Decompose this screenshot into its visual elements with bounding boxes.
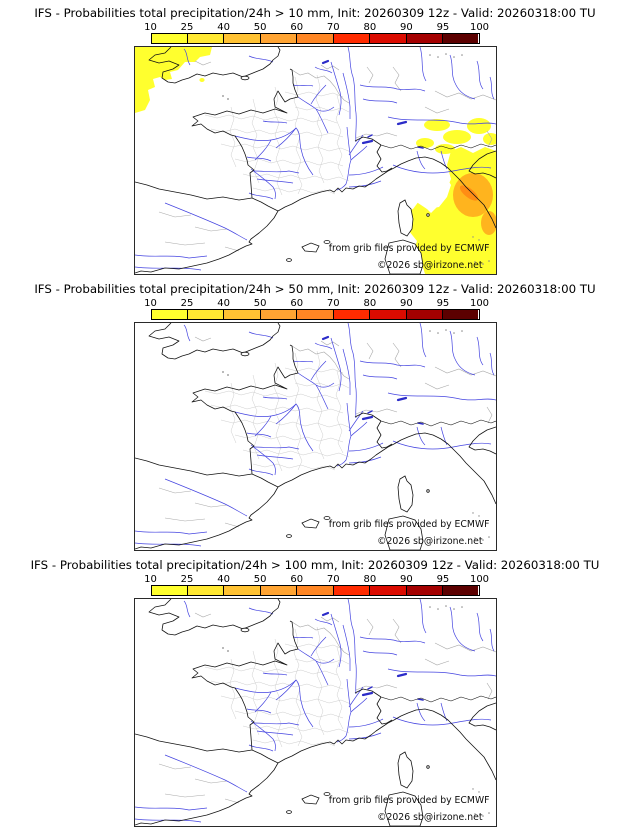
colorbar-tick-label: 80 [363,22,377,33]
page-title: IFS - Probabilities total precipitation/24h > 100 mm, Init: 20260309 12z - Valid: 20260318:00 TU [30,558,600,572]
colorbar-tick-label: 10 [144,574,157,585]
colorbar-cell [442,586,478,595]
france-precipitation-map [135,599,496,826]
colorbar-cell [152,34,187,43]
colorbar-ticks [144,298,490,309]
colorbar-cell [223,34,259,43]
probability-shading-overlay [135,47,496,274]
colorbar-tick-label: 100 [469,22,490,33]
colorbar [144,22,490,44]
colorbar-ticks [144,22,490,33]
colorbar-tick-label: 25 [180,298,194,309]
colorbar-tick-label: 80 [363,574,377,585]
colorbar-tick-label: 70 [326,574,340,585]
colorbar-cell [260,34,296,43]
colorbar-tick-label: 50 [253,574,267,585]
colorbar [144,298,490,320]
colorbar-tick-label: 10 [144,22,157,33]
colorbar-cell [187,34,223,43]
colorbar-tick-label: 50 [253,22,267,33]
colorbar-bar [151,33,480,44]
colorbar-tick-label: 60 [290,298,304,309]
colorbar-cell [442,34,478,43]
colorbar-cell [296,586,332,595]
colorbar-cell [260,310,296,319]
france-precipitation-map [135,47,496,274]
colorbar-tick-label: 90 [400,298,413,309]
colorbar-tick-label: 70 [326,298,340,309]
colorbar-tick-label: 25 [180,22,194,33]
colorbar-tick-label: 40 [217,298,230,309]
colorbar-cell [333,34,369,43]
colorbar-tick-label: 60 [290,574,304,585]
colorbar-cell [296,310,332,319]
panel-precip-gt-10mm [0,0,630,276]
copyright-text: ©2026 sb@irizone.net [377,812,483,823]
colorbar-cell [369,310,405,319]
map-frame [134,46,497,275]
colorbar-tick-label: 95 [436,22,450,33]
attribution-text: from grib files provided by ECMWF [328,519,490,530]
colorbar-tick-label: 100 [469,574,490,585]
attribution-text: from grib files provided by ECMWF [328,243,490,254]
colorbar-tick-label: 80 [363,298,377,309]
colorbar-tick-label: 25 [180,574,194,585]
page-title: IFS - Probabilities total precipitation/24h > 10 mm, Init: 20260309 12z - Valid: 20260318:00 TU [34,6,596,20]
map-frame [134,322,497,551]
panel-precip-gt-50mm [0,276,630,552]
colorbar-bar [151,309,480,320]
colorbar-cell [406,310,442,319]
colorbar-cell [187,586,223,595]
colorbar-cell [152,310,187,319]
map-frame [134,598,497,827]
colorbar-cell [223,310,259,319]
colorbar-cell [187,310,223,319]
colorbar-ticks [144,574,490,585]
attribution-text: from grib files provided by ECMWF [328,795,490,806]
colorbar-bar [151,585,480,596]
colorbar-cell [442,310,478,319]
colorbar-tick-label: 10 [144,298,157,309]
colorbar-cell [369,34,405,43]
colorbar-tick-label: 95 [436,574,450,585]
colorbar-tick-label: 40 [217,22,230,33]
colorbar-tick-label: 100 [469,298,490,309]
colorbar-cell [260,586,296,595]
colorbar-cell [333,586,369,595]
colorbar-cell [296,34,332,43]
colorbar-cell [406,586,442,595]
colorbar-tick-label: 40 [217,574,230,585]
colorbar-cell [406,34,442,43]
france-precipitation-map [135,323,496,550]
colorbar-cell [152,586,187,595]
colorbar-cell [369,586,405,595]
colorbar [144,574,490,596]
colorbar-tick-label: 50 [253,298,267,309]
colorbar-tick-label: 90 [400,574,413,585]
colorbar-tick-label: 95 [436,298,450,309]
panel-precip-gt-100mm [0,552,630,828]
copyright-text: ©2026 sb@irizone.net [377,536,483,547]
page-title: IFS - Probabilities total precipitation/24h > 50 mm, Init: 20260309 12z - Valid: 20260318:00 TU [34,282,596,296]
copyright-text: ©2026 sb@irizone.net [377,260,483,271]
colorbar-cell [333,310,369,319]
colorbar-tick-label: 90 [400,22,413,33]
colorbar-tick-label: 70 [326,22,340,33]
colorbar-tick-label: 60 [290,22,304,33]
colorbar-cell [223,586,259,595]
